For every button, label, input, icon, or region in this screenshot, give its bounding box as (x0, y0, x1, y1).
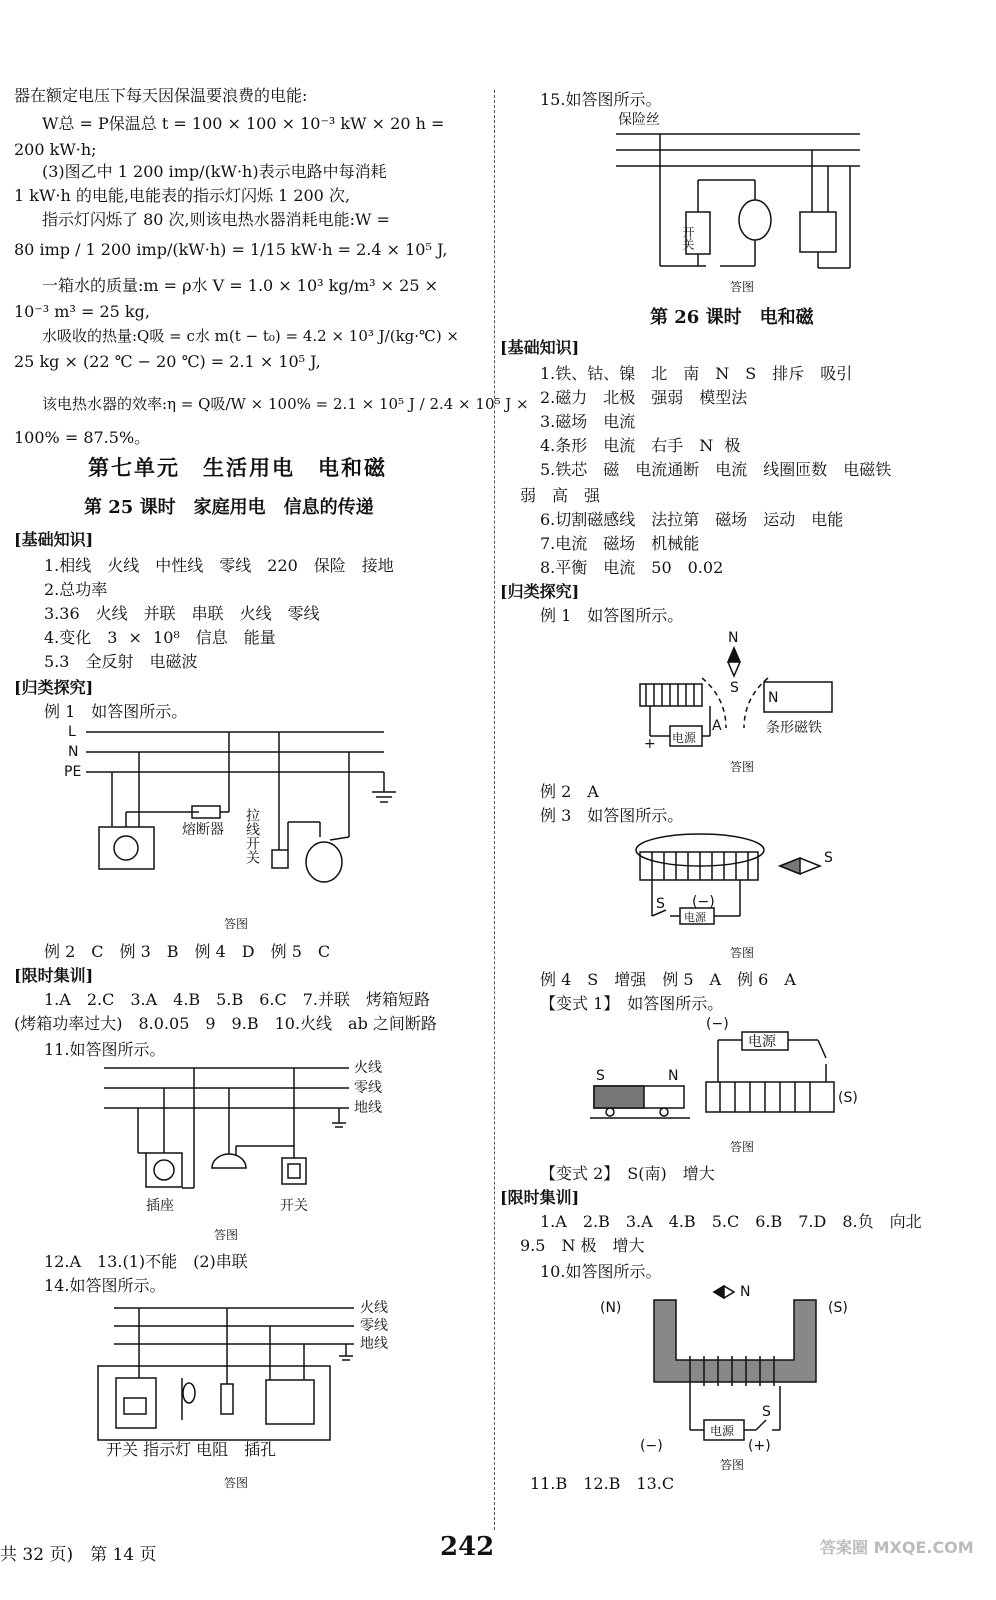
example-line: 例 1 如答图所示。 (540, 606, 684, 625)
label-switch: 开关 (280, 1198, 308, 1214)
label-live: 火线 (360, 1300, 388, 1316)
example-line: 例 1 如答图所示。 (44, 702, 188, 721)
answer-line: 7.电流 磁场 机械能 (540, 534, 700, 553)
text-line: 水吸收的热量:Q吸 = c水 m(t − t₀) = 4.2 × 10³ J/(kg·℃) × (42, 327, 460, 345)
label-switch-S: S (762, 1404, 771, 1420)
section-heading: [基础知识] (500, 338, 580, 357)
text-line: 指示灯闪烁了 80 次,则该电热水器消耗电能:W = (42, 210, 390, 229)
diagram-caption: 答图 (730, 1140, 755, 1154)
circuit-diagram-2 (104, 1058, 404, 1218)
page-number: 242 (440, 1532, 495, 1562)
label-source: 电源 (672, 731, 697, 745)
label-S: S (596, 1068, 605, 1084)
label-ground: 地线 (360, 1336, 388, 1352)
label-N-pole: (N) (600, 1300, 622, 1316)
label-source: 电源 (748, 1034, 776, 1050)
diagram-caption: 答图 (214, 1228, 239, 1242)
circuit-diagram-1 (64, 722, 424, 932)
label-socket: 插座 (146, 1198, 174, 1214)
section-heading: [归类探究] (500, 582, 580, 601)
answer-line: 3.磁场 电流 (540, 412, 636, 431)
answer-line: 8.平衡 电流 50 0.02 (540, 558, 724, 577)
label-magnet-N: N (768, 690, 779, 706)
label-neutral: 零线 (354, 1080, 382, 1096)
label-plus: (+) (748, 1438, 771, 1454)
column-divider (494, 90, 495, 1530)
answer-line: 例 2 C 例 3 B 例 4 D 例 5 C (44, 942, 331, 961)
magnet-diagram-7 (590, 1014, 890, 1134)
text-line: (3)图乙中 1 200 imp/(kW·h)表示电路中每消耗 (42, 162, 387, 181)
label-source: 电源 (684, 911, 706, 924)
text-line: 一箱水的质量:m = ρ水 V = 1.0 × 10³ kg/m³ × 25 × (42, 276, 438, 295)
text-line: 100% = 87.5%。 (14, 428, 151, 447)
watermark: 答案圈 MXQE.COM (820, 1538, 974, 1557)
label-live: 火线 (354, 1060, 382, 1076)
lesson-title: 第 25 课时 家庭用电 信息的传递 (84, 497, 374, 518)
answer-line: 1.相线 火线 中性线 零线 220 保险 接地 (44, 556, 394, 575)
label-fuse: 保险丝 (618, 112, 660, 128)
label-switch: 开关 (681, 226, 695, 250)
label-north: N (728, 630, 739, 646)
circuit-diagram-4 (600, 108, 880, 278)
label-plus: + (644, 736, 656, 752)
label-N: N (68, 744, 79, 760)
answer-line: 11.如答图所示。 (44, 1040, 166, 1059)
label-south: S (730, 680, 739, 696)
label-N-needle: N (740, 1284, 751, 1300)
answer-line: 【变式 1】 如答图所示。 (540, 994, 724, 1013)
answer-line: 11.B 12.B 13.C (530, 1474, 675, 1493)
answer-line: 2.总功率 (44, 580, 108, 599)
answer-line: 12.A 13.(1)不能 (2)串联 (44, 1252, 248, 1271)
answer-line: 1.A 2.C 3.A 4.B 5.B 6.C 7.并联 烤箱短路 (44, 990, 430, 1009)
circuit-diagram-3 (94, 1298, 414, 1448)
page-footer: 共 32 页) 第 14 页 (0, 1545, 157, 1565)
answer-line: 6.切割磁感线 法拉第 磁场 运动 电能 (540, 510, 844, 529)
answer-line: 10.如答图所示。 (540, 1262, 662, 1281)
answer-line: 9.5 N 极 增大 (520, 1236, 645, 1255)
text-line: 1 kW·h 的电能,电能表的指示灯闪烁 1 200 次, (14, 186, 351, 205)
label-A: A (712, 718, 722, 734)
label-switch-S: S (656, 896, 665, 912)
diagram-caption: 答图 (730, 946, 755, 960)
magnet-diagram-8 (600, 1282, 880, 1462)
diagram-labels: 开关 指示灯 电阻 插孔 (106, 1440, 277, 1459)
label-minus: (−) (692, 894, 715, 910)
text-line: 10⁻³ m³ = 25 kg, (14, 302, 150, 321)
answer-line: 【变式 2】 S(南) 增大 (540, 1164, 715, 1183)
section-heading: [限时集训] (14, 966, 94, 985)
diagram-caption: 答图 (224, 1476, 249, 1490)
answer-line: 弱 高 强 (520, 486, 601, 505)
answer-line: 4.变化 3 × 10⁸ 信息 能量 (44, 628, 276, 647)
label-ground: 地线 (354, 1100, 382, 1116)
label-neutral: 零线 (360, 1318, 388, 1334)
diagram-caption: 答图 (224, 917, 249, 931)
answer-line: 例 4 S 增强 例 5 A 例 6 A (540, 970, 796, 989)
answer-line: 5.3 全反射 电磁波 (44, 652, 198, 671)
label-pull-switch: 拉线开关 (244, 808, 260, 864)
label-S-needle: S (824, 850, 833, 866)
answer-line: (烤箱功率过大) 8.0.05 9 9.B 10.火线 ab 之间断路 (14, 1014, 437, 1033)
answer-line: 2.磁力 北极 强弱 模型法 (540, 388, 748, 407)
answer-line: 5.铁芯 磁 电流通断 电流 线圈匝数 电磁铁 (540, 460, 892, 479)
label-source: 电源 (710, 1424, 735, 1438)
unit-title: 第七单元 生活用电 电和磁 (88, 455, 387, 480)
answer-line: 例 2 A (540, 782, 599, 801)
formula-line: W总 = P保温总 t = 100 × 100 × 10⁻³ kW × 20 h = (42, 114, 445, 133)
label-N: N (668, 1068, 679, 1084)
text-line: 200 kW·h; (14, 140, 97, 159)
diagram-caption: 答图 (730, 760, 755, 774)
answer-line: 14.如答图所示。 (44, 1276, 166, 1295)
example-line: 例 3 如答图所示。 (540, 806, 684, 825)
answer-line: 3.36 火线 并联 串联 火线 零线 (44, 604, 320, 623)
answer-line: 1.A 2.B 3.A 4.B 5.C 6.B 7.D 8.负 向北 (540, 1212, 922, 1231)
section-heading: [限时集训] (500, 1188, 580, 1207)
answer-line: 4.条形 电流 右手 N 极 (540, 436, 741, 455)
answer-line: 1.铁、钴、镍 北 南 N S 排斥 吸引 (540, 364, 853, 383)
label-minus: (−) (640, 1438, 663, 1454)
formula-line: 80 imp / 1 200 imp/(kW·h) = 1/15 kW·h = 2.4 × 10⁵ J, (14, 240, 448, 259)
lesson-title: 第 26 课时 电和磁 (650, 307, 814, 328)
answer-line: 15.如答图所示。 (540, 90, 662, 109)
label-L: L (68, 724, 76, 740)
label-PE: PE (64, 764, 82, 780)
formula-line: 该电热水器的效率:η = Q吸/W × 100% = 2.1 × 10⁵ J / 2.4 × 10⁵ J × (42, 395, 529, 413)
diagram-caption: 答图 (720, 1458, 745, 1472)
magnet-diagram-5 (630, 628, 870, 758)
label-S-pole: (S) (828, 1300, 848, 1316)
section-heading: [基础知识] (14, 530, 94, 549)
magnet-diagram-6 (630, 828, 890, 938)
text-line: 器在额定电压下每天因保温要浪费的电能: (14, 86, 308, 105)
label-minus: (−) (706, 1016, 729, 1032)
label-fuse: 熔断器 (182, 822, 224, 838)
label-S-result: (S) (838, 1090, 858, 1106)
label-bar-magnet: 条形磁铁 (766, 720, 822, 736)
text-line: 25 kg × (22 ℃ − 20 ℃) = 2.1 × 10⁵ J, (14, 352, 321, 371)
diagram-caption: 答图 (730, 280, 755, 294)
section-heading: [归类探究] (14, 678, 94, 697)
